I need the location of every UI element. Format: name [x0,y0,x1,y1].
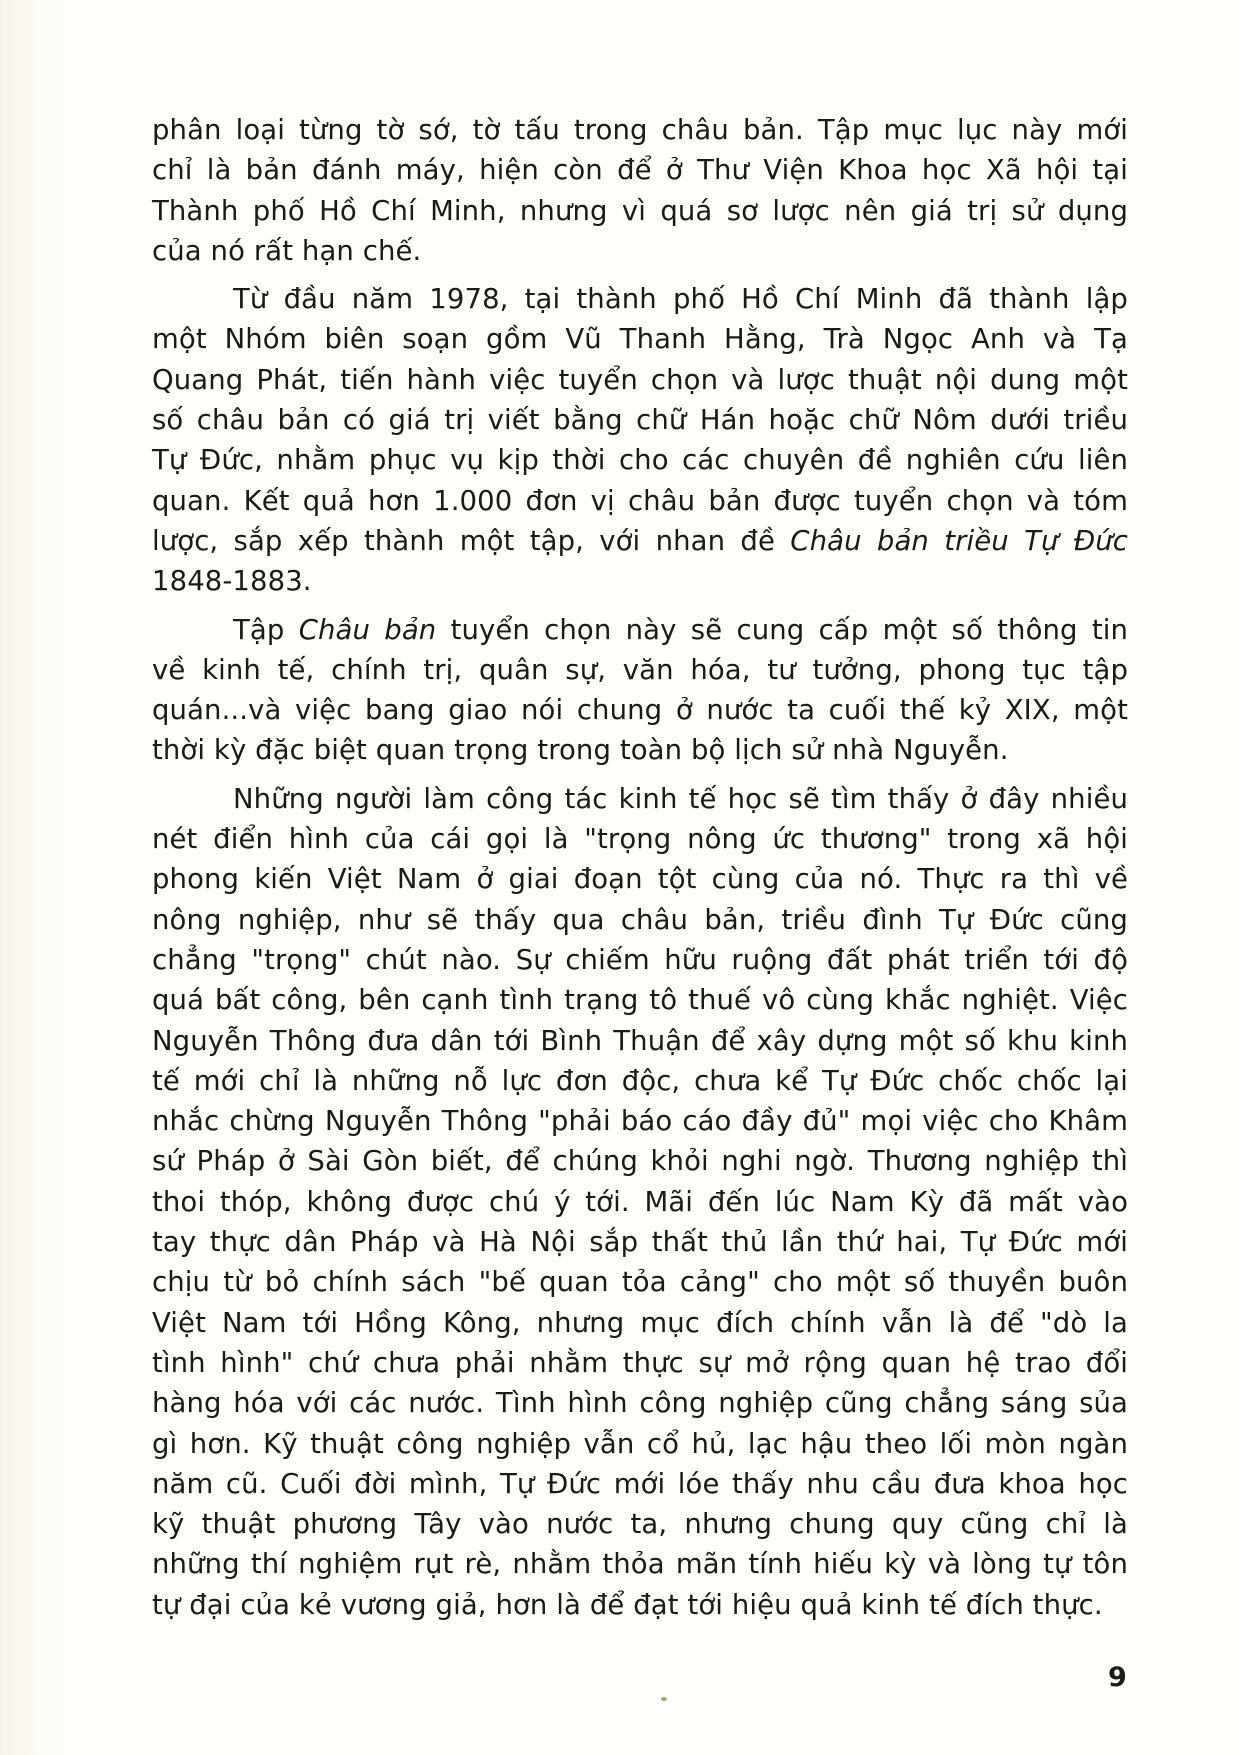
text-line [152,481,1128,521]
italic-title: Châu bản [298,613,437,646]
text-run: Tự Đức, nhằm phục vụ kịp thời cho các chuyên đề nghiên cứu liên [152,444,1128,477]
text-run: nhắc chừng Nguyễn Thông "phải báo cáo đầy đủ" mọi việc cho Khâm [152,1105,1128,1138]
text-line [152,1182,1128,1222]
body-text [152,110,1128,1625]
text-run: tay thực dân Pháp và Hà Nội sắp thất thủ lần thứ hai, Tự Đức mới [152,1226,1128,1259]
text-line [152,730,1128,770]
text-run: thời kỳ đặc biệt quan trọng trong toàn bộ lịch sử nhà Nguyễn. [152,734,1009,767]
text-line [152,231,1128,271]
text-line [152,360,1128,400]
text-line [152,1544,1128,1584]
text-line [152,1262,1128,1302]
text-line [152,1101,1128,1141]
italic-title: Châu bản triều Tự Đức [790,524,1128,557]
text-run: tình hình" chứ chưa phải nhằm thực sự mở rộng quan hệ trao đổi [152,1346,1128,1379]
paragraph [152,110,1128,271]
paragraph-gap [152,771,1128,779]
text-line [152,1141,1128,1181]
text-line [152,191,1128,231]
text-run: chịu từ bỏ chính sách "bế quan tỏa cảng" cho một số thuyền buôn [152,1266,1128,1299]
text-line [152,1383,1128,1423]
text-line [152,1021,1128,1061]
paragraph-gap [152,602,1128,610]
text-run: Tập [233,613,299,646]
text-line [152,779,1128,819]
text-line [152,900,1128,940]
text-run: tuyển chọn này sẽ cung cấp một số thông tin [436,613,1129,646]
text-run: quan. Kết quả hơn 1.000 đơn vị châu bản được tuyển chọn và tóm [152,484,1128,517]
text-run: những thí nghiệm rụt rè, nhằm thỏa mãn tính hiếu kỳ và lòng tự tôn [152,1548,1128,1581]
text-run: thoi thóp, không được chú ý tới. Mãi đến lúc Nam Kỳ đã mất vào [152,1185,1128,1218]
paragraph-gap [152,271,1128,279]
text-line [152,1464,1128,1504]
text-run: Thành phố Hồ Chí Minh, nhưng vì quá sơ lược nên giá trị sử dụng [152,194,1128,227]
text-run: 1848-1883. [152,565,312,598]
text-line [152,650,1128,690]
text-run: sứ Pháp ở Sài Gòn biết, để chúng khỏi nghi ngờ. Thương nghiệp thì [152,1145,1128,1178]
text-line [152,1343,1128,1383]
text-run: phân loại từng tờ sớ, tờ tấu trong châu bản. Tập mục lục này mới [152,114,1128,146]
text-run: Quang Phát, tiến hành việc tuyển chọn và lược thuật nội dung một [152,363,1128,396]
text-run: chỉ là bản đánh máy, hiện còn để ở Thư Viện Khoa học Xã hội tại [152,154,1128,187]
text-line [152,561,1128,601]
text-line [152,859,1128,899]
text-run: của nó rất hạn chế. [152,234,422,267]
text-line [152,610,1128,650]
text-run: hàng hóa với các nước. Tình hình công nghiệp cũng chẳng sáng sủa [152,1387,1128,1420]
text-run: nét điển hình của cái gọi là "trọng nông ức thương" trong xã hội [152,823,1128,856]
text-run: quá bất công, bên cạnh tình trạng tô thuế vô cùng khắc nghiệt. Việc [152,984,1128,1017]
text-line [152,690,1128,730]
text-run: năm cũ. Cuối đời mình, Tự Đức mới lóe thấy nhu cầu đưa khoa học [152,1467,1128,1500]
text-line [152,1424,1128,1464]
paragraph [152,610,1128,771]
text-line [152,940,1128,980]
text-line [152,1303,1128,1343]
text-line [152,980,1128,1020]
text-line [152,521,1128,561]
text-line [152,150,1128,190]
text-run: lược, sắp xếp thành một tập, với nhan đề [152,524,791,557]
text-run: về kinh tế, chính trị, quân sự, văn hóa, tư tưởng, phong tục tập [152,653,1128,686]
paragraph [152,779,1128,1625]
text-line [152,400,1128,440]
text-run: nông nghiệp, như sẽ thấy qua châu bản, triều đình Tự Đức cũng [152,903,1128,936]
text-line [152,1061,1128,1101]
text-run: Những người làm công tác kinh tế học sẽ tìm thấy ở đây nhiều [233,782,1128,815]
text-line [152,1222,1128,1262]
text-run: Từ đầu năm 1978, tại thành phố Hồ Chí Minh đã thành lập [233,283,1128,316]
text-run: Nguyễn Thông đưa dân tới Bình Thuận để xây dựng một số khu kinh [152,1024,1128,1057]
text-run: quán...và việc bang giao nói chung ở nước ta cuối thế kỷ XIX, một [152,694,1128,727]
text-run: tế mới chỉ là những nỗ lực đơn độc, chưa kể Tự Đức chốc chốc lại [152,1064,1128,1097]
page-number: 9 [1108,1662,1127,1693]
text-run: gì hơn. Kỹ thuật công nghiệp vẫn cổ hủ, lạc hậu theo lối mòn ngàn [152,1427,1128,1460]
text-run: tự đại của kẻ vương giả, hơn là để đạt tới hiệu quả kinh tế đích thực. [152,1588,1103,1621]
paper-speck [661,1697,667,1701]
text-run: phong kiến Việt Nam ở giai đoạn tột cùng của nó. Thực ra thì về [152,863,1128,896]
text-line [152,1585,1128,1625]
text-line [152,819,1128,859]
text-line [152,440,1128,480]
text-run: một Nhóm biên soạn gồm Vũ Thanh Hằng, Trà Ngọc Anh và Tạ [152,323,1128,356]
paragraph [152,279,1128,601]
text-line [152,110,1128,150]
text-run: số châu bản có giá trị viết bằng chữ Hán hoặc chữ Nôm dưới triều [152,404,1128,437]
text-run: chẳng "trọng" chút nào. Sự chiếm hữu ruộng đất phát triển tới độ [152,943,1128,976]
text-run: Việt Nam tới Hồng Kông, nhưng mục đích chính vẫn là để "dò la [152,1306,1128,1339]
text-line [152,319,1128,359]
text-line [152,1504,1128,1544]
text-line [152,279,1128,319]
text-run: kỹ thuật phương Tây vào nước ta, nhưng chung quy cũng chỉ là [152,1508,1128,1541]
